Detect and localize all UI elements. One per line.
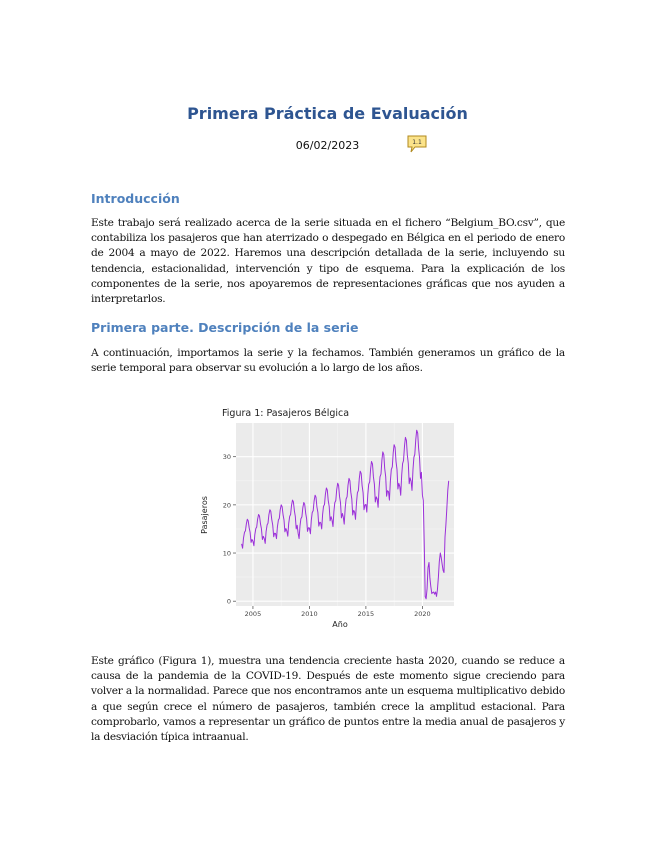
x-tick-label: 2020 (414, 610, 431, 618)
document-title: Primera Práctica de Evaluación (187, 104, 468, 123)
section-heading-introduccion: Introducción (91, 191, 180, 206)
x-tick-label: 2015 (357, 610, 375, 618)
comment-marker-text: 1.1 (412, 139, 422, 146)
x-tick-label: 2010 (301, 610, 318, 618)
x-tick-label: 2005 (244, 610, 262, 618)
y-tick-label: 30 (222, 453, 231, 462)
closing-paragraph: Este gráfico (Figura 1), muestra una tendencia creciente hasta 2020, cuando se reduce a causa de la pandemia de la COVID-19. Después de este momento sigue creciendo para volver a la normalidad. Parece que nos encontramos ante un esquema multiplicativo debido a que según crece el número de pasajeros, también crece la amplitud estacional. Para comprobarlo, vamos a representar un gráfico de puntos entre la media anual de pasajeros y la desviación típica intraanual. (91, 655, 565, 744)
figure-1-chart (200, 403, 460, 633)
x-axis-ticks (245, 606, 431, 618)
y-tick-label: 20 (222, 501, 231, 510)
comment-icon[interactable] (407, 135, 427, 153)
part1-paragraph: A continuación, importamos la serie y la fechamos. También generamos un gráfico de la serie temporal para observar su evolución a lo largo de los años. (91, 347, 565, 375)
section-heading-primera-parte: Primera parte. Descripción de la serie (91, 320, 359, 335)
y-axis-ticks (223, 453, 236, 605)
x-axis-label: Año (332, 620, 348, 629)
y-tick-label: 0 (226, 597, 231, 606)
document-date: 06/02/2023 (295, 139, 360, 152)
intro-paragraph: Este trabajo será realizado acerca de la serie situada en el fichero “Belgium_BO.csv”, que contabiliza los pasajeros que han aterrizado o despegado en Bélgica en el periodo de enero de 2004 a mayo de 2022. Haremos una descripción detallada de la serie, incluyendo su tendencia, estacionalidad, intervención y tipo de esquema. Para la explicación de los componentes de la serie, nos apoyaremos de representaciones gráficas que nos ayuden a interpretarlos. (91, 217, 565, 306)
y-axis-label: Pasajeros (200, 496, 209, 534)
chart-title: Figura 1: Pasajeros Bélgica (222, 408, 350, 419)
y-tick-label: 10 (222, 549, 231, 558)
